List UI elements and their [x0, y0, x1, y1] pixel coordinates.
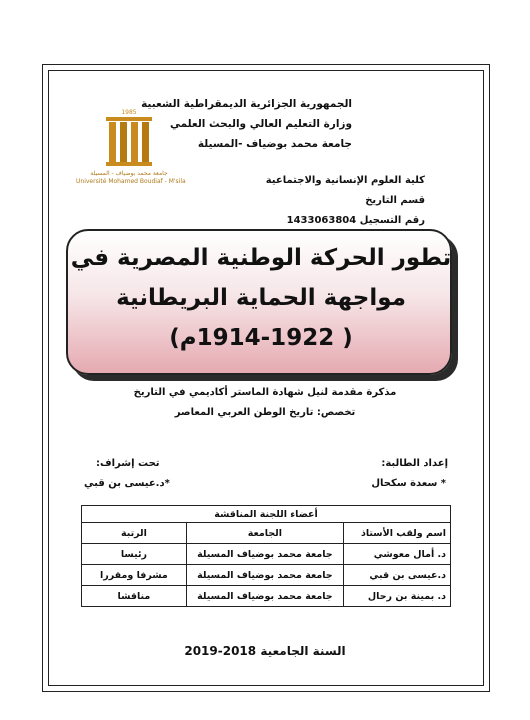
- supervisor-label: تحت إشراف:: [96, 458, 160, 469]
- member-rank: مشرفا ومقررا: [82, 565, 187, 586]
- committee-caption: أعضاء اللجنة المناقشة: [82, 506, 451, 523]
- department-name: قسم التاريخ: [365, 195, 425, 206]
- member-name: د. أمال معوشي: [343, 544, 450, 565]
- thesis-title-box: [66, 229, 452, 375]
- registration-number: 1433063804: [286, 215, 357, 226]
- member-name: د.عيسى بن قبي: [343, 565, 450, 586]
- logo-caption-fr: Université Mohamed Boudiaf - M'sila: [76, 178, 186, 185]
- ministry-heading: وزارة التعليم العالي والبحث العلمي: [169, 118, 352, 130]
- title-line-1: تطور الحركة الوطنية المصرية في: [70, 245, 452, 271]
- college-name: كلية العلوم الإنسانية والاجتماعية: [265, 175, 425, 186]
- supervisor-name: *د.عيسى بن قبي: [84, 478, 170, 489]
- header-name: اسم ولقب الأستاذ: [343, 523, 450, 544]
- student-label: إعداد الطالبة:: [381, 458, 448, 469]
- specialty: تخصص: تاريخ الوطن العربي المعاصر: [174, 407, 356, 418]
- logo-caption: [76, 170, 186, 186]
- republic-heading: الجمهورية الجزائرية الديمقراطية الشعبية: [141, 98, 352, 110]
- member-university: جامعة محمد بوضياف المسيلة: [186, 565, 343, 586]
- registration-label: رقم التسجيل: [359, 215, 425, 226]
- table-row: [82, 565, 451, 586]
- student-name: * سعدة سكحال: [371, 478, 446, 489]
- header-university: الجامعة: [186, 523, 343, 544]
- memo-description: مذكرة مقدمة لنيل شهادة الماستر أكاديمي في التاريخ: [133, 387, 397, 398]
- table-row: [82, 544, 451, 565]
- academic-year: السنة الجامعية 2018-2019: [184, 644, 346, 658]
- university-heading: جامعة محمد بوضياف -المسيلة: [197, 138, 352, 150]
- member-name: د. بمينة بن رحال: [343, 586, 450, 607]
- member-university: جامعة محمد بوضياف المسيلة: [186, 586, 343, 607]
- member-rank: مناقشا: [82, 586, 187, 607]
- member-rank: رئيسا: [82, 544, 187, 565]
- table-row: [82, 586, 451, 607]
- logo-caption-ar: جامعة محمد بوضياف - المسيلة: [90, 170, 168, 177]
- header-rank: الرتبة: [82, 523, 187, 544]
- registration-line: [287, 215, 425, 226]
- committee-table: [81, 505, 451, 607]
- title-line-3: ( 1914-1922م): [169, 325, 353, 351]
- university-logo: [98, 108, 160, 178]
- logo-year: 1985: [121, 109, 137, 116]
- member-university: جامعة محمد بوضياف المسيلة: [186, 544, 343, 565]
- title-line-2: مواجهة الحماية البريطانية: [116, 285, 406, 311]
